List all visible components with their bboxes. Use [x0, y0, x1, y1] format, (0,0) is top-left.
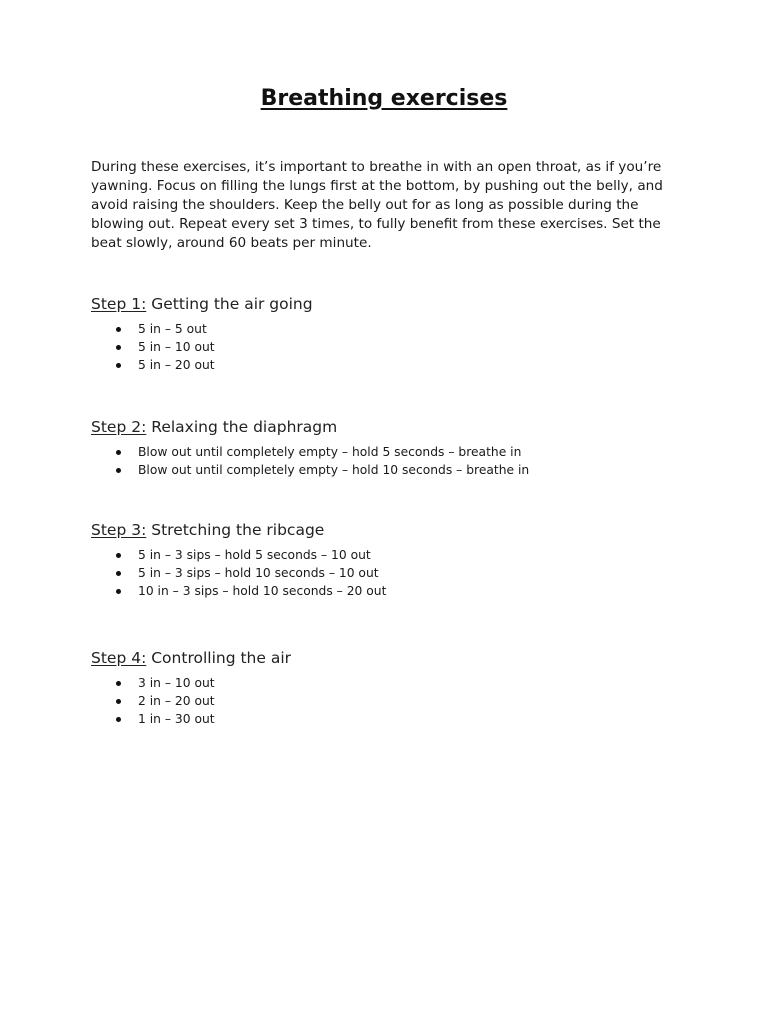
step-1-title: Getting the air going [146, 295, 313, 313]
step-2-label: Step 2: [91, 418, 147, 436]
step-2-list [91, 443, 691, 479]
bullet-icon [116, 717, 121, 722]
list-item-text: 10 in – 3 sips – hold 10 seconds – 20 out [138, 584, 387, 598]
bullet-icon [116, 468, 121, 473]
bullet-icon [116, 363, 121, 368]
step-4-list [91, 674, 691, 728]
step-1-list [91, 320, 691, 374]
list-item-text: 3 in – 10 out [138, 676, 215, 690]
list-item [91, 564, 691, 582]
list-item-text: Blow out until completely empty – hold 5 seconds – breathe in [138, 445, 522, 459]
bullet-icon [116, 345, 121, 350]
step-4-heading [91, 648, 691, 668]
bullet-icon [116, 589, 121, 594]
bullet-icon [116, 450, 121, 455]
step-3-section [91, 520, 691, 600]
bullet-icon [116, 327, 121, 332]
bullet-icon [116, 699, 121, 704]
step-3-title: Stretching the ribcage [146, 521, 325, 539]
list-item [91, 443, 691, 461]
list-item [91, 356, 691, 374]
list-item [91, 461, 691, 479]
list-item-text: Blow out until completely empty – hold 10 seconds – breathe in [138, 463, 530, 477]
step-2-section [91, 417, 691, 479]
step-2-heading [91, 417, 691, 437]
list-item-text: 5 in – 3 sips – hold 5 seconds – 10 out [138, 548, 371, 562]
list-item [91, 582, 691, 600]
document-title: Breathing exercises [260, 86, 508, 111]
bullet-icon [116, 681, 121, 686]
list-item [91, 692, 691, 710]
list-item-text: 5 in – 3 sips – hold 10 seconds – 10 out [138, 566, 379, 580]
step-3-list [91, 546, 691, 600]
list-item [91, 710, 691, 728]
step-4-label: Step 4: [91, 649, 147, 667]
list-item-text: 5 in – 20 out [138, 358, 215, 372]
list-item-text: 1 in – 30 out [138, 712, 215, 726]
step-1-label: Step 1: [91, 295, 147, 313]
list-item [91, 674, 691, 692]
bullet-icon [116, 553, 121, 558]
list-item-text: 5 in – 10 out [138, 340, 215, 354]
list-item [91, 546, 691, 564]
step-4-section [91, 648, 691, 728]
step-2-title: Relaxing the diaphragm [146, 418, 338, 436]
intro-paragraph: During these exercises, it’s important to breathe in with an open throat, as if you’re yawning. Focus on filling the lungs first at the bottom, by pushing out the belly, and avoid raising the shoulders. Keep the belly out for as long as possible during the blowing out. Repeat every set 3 times, to fully benefit from these exercises. Set the beat slowly, around 60 beats per minute. [91, 159, 663, 251]
list-item [91, 320, 691, 338]
step-3-label: Step 3: [91, 521, 147, 539]
list-item-text: 2 in – 20 out [138, 694, 215, 708]
step-1-heading [91, 294, 691, 314]
step-4-title: Controlling the air [146, 649, 292, 667]
list-item [91, 338, 691, 356]
step-3-heading [91, 520, 691, 540]
step-1-section [91, 294, 691, 374]
bullet-icon [116, 571, 121, 576]
list-item-text: 5 in – 5 out [138, 322, 207, 336]
